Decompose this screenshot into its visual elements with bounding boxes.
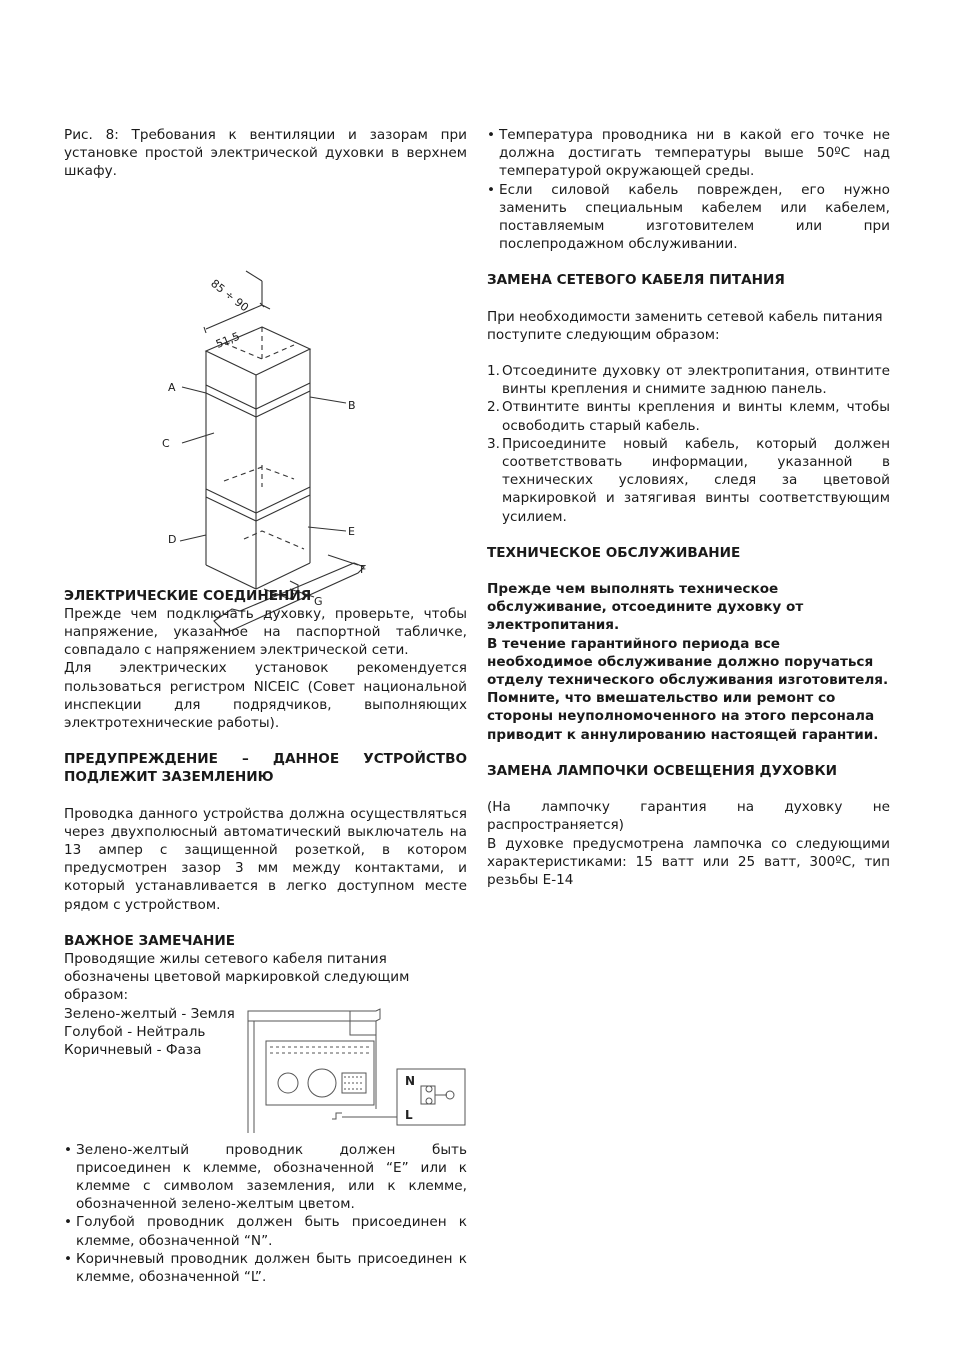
dim-label-top: 85 ÷ 90 <box>208 276 252 314</box>
terminal-N-label: N <box>405 1073 416 1088</box>
list-item: • Зелено-желтый проводник должен быть присоединен к клемме, обозначенной “E” или к клемме с символом заземления, или к клемме, обозначенной зелено-желтым цветом. <box>64 1141 467 1214</box>
wire-phase: Коричневый - Фаза <box>64 1042 202 1059</box>
cable-steps-list <box>487 362 890 526</box>
section-title-service: ТЕХНИЧЕСКОЕ ОБСЛУЖИВАНИЕ <box>487 544 741 561</box>
section-title-electrical: ЭЛЕКТРИЧЕСКИЕ СОЕДИНЕНИЯ <box>64 587 312 604</box>
list-item: • Голубой проводник должен быть присоединен к клемме, обозначенной “N”. <box>64 1213 467 1249</box>
terminal-L-label: L <box>405 1107 413 1122</box>
lamp-paragraph-1: (На лампочку гарантия на духовку не распространяется) <box>487 799 890 834</box>
list-item: • Если силовой кабель поврежден, его нужно заменить специальным кабелем или кабелем, поставляемым изготовителем или при послепродажном обслуживании. <box>487 181 890 254</box>
conductor-notes-list <box>487 126 890 253</box>
wire-color-list <box>64 1005 235 1060</box>
electrical-paragraph-1: Прежде чем подключать духовку, проверьте, чтобы напряжение, указанное на паспортной табличке, совпадало с напряжением электрической сети. <box>64 605 467 659</box>
list-item: • Температура проводника ни в какой его точке не должна достигать температуры выше 50ºC над температурой окружающей среды. <box>487 126 890 181</box>
section-title-cable: ЗАМЕНА СЕТЕВОГО КАБЕЛЯ ПИТАНИЯ <box>487 272 785 289</box>
electrical-paragraph-2: Для электрических установок рекомендуется пользоваться регистром NICEIC (Совет национальной инспекции для подрядчиков, выполняющих электротехнические работы). <box>64 660 467 732</box>
section-title-warning: ПРЕДУПРЕЖДЕНИЕ – ДАННОЕ УСТРОЙСТВО ПОДЛЕЖИТ ЗАЗЕМЛЕНИЮ <box>64 751 467 786</box>
label-G: G <box>314 594 323 608</box>
list-item: 3. Присоедините новый кабель, который должен соответствовать информации, указанной в технических условиях, следя за цветовой маркировкой и затягивая винты соответствующим усилием. <box>487 435 890 525</box>
wire-colors-block <box>64 1005 467 1137</box>
section-title-lamp: ЗАМЕНА ЛАМПОЧКИ ОСВЕЩЕНИЯ ДУХОВКИ <box>487 762 838 779</box>
service-paragraph-1: Прежде чем выполнять техническое обслуживание, отсоедините духовку от электропитания. <box>487 581 804 634</box>
label-C: C <box>162 436 170 450</box>
wire-neutral: Голубой - Нейтраль <box>64 1023 206 1040</box>
figure-caption: Рис. 8: Требования к вентиляции и зазорам при установке простой электрической духовки в верхнем шкафу. <box>64 127 467 180</box>
wire-earth: Зелено-желтый - Земля <box>64 1005 235 1022</box>
label-B: B <box>348 398 356 412</box>
important-paragraph: Проводящие жилы сетевого кабеля питания обозначены цветовой маркировкой следующим образом: <box>64 951 410 1004</box>
wire-connection-list <box>64 1141 467 1287</box>
label-D: D <box>168 532 177 546</box>
label-E: E <box>348 524 355 538</box>
warning-paragraph: Проводка данного устройства должна осуществляться через двухполюсный автоматический выключатель на 13 ампер с защищенной розеткой, в котором предусмотрен зазор 3 мм между контактами, и который устанавливается в легко доступном месте рядом с устройством. <box>64 805 467 913</box>
dim-label-depth: 51,5 <box>213 329 242 351</box>
list-item: 1. Отсоедините духовку от электропитания, отвинтите винты крепления и снимите заднюю панель. <box>487 363 890 398</box>
left-column <box>64 126 467 1286</box>
oven-terminal-diagram <box>242 1005 467 1135</box>
right-column <box>487 126 890 889</box>
list-item: 2. Отвинтите винты крепления и винты клемм, чтобы освободить старый кабель. <box>487 399 890 434</box>
list-item: • Коричневый проводник должен быть присоединен к клемме, обозначенной “L”. <box>64 1250 467 1286</box>
label-F: F <box>360 562 367 576</box>
lamp-paragraph-2: В духовке предусмотрена лампочка со следующими характеристиками: 15 ватт или 25 ватт, 300ºC, тип резьбы E-14 <box>487 835 890 888</box>
cable-intro: При необходимости заменить сетевой кабель питания поступите следующим образом: <box>487 308 883 343</box>
label-A: A <box>168 380 176 394</box>
section-title-important: ВАЖНОЕ ЗАМЕЧАНИЕ <box>64 932 236 949</box>
service-paragraph-2: В течение гарантийного периода все необходимое обслуживание должно поручаться отделу технического обслуживания изготовителя. Помните, что вмешательство или ремонт со стороны неуполномоченного на этого персонала приводит к аннулированию настоящей гарантии. <box>487 635 889 743</box>
